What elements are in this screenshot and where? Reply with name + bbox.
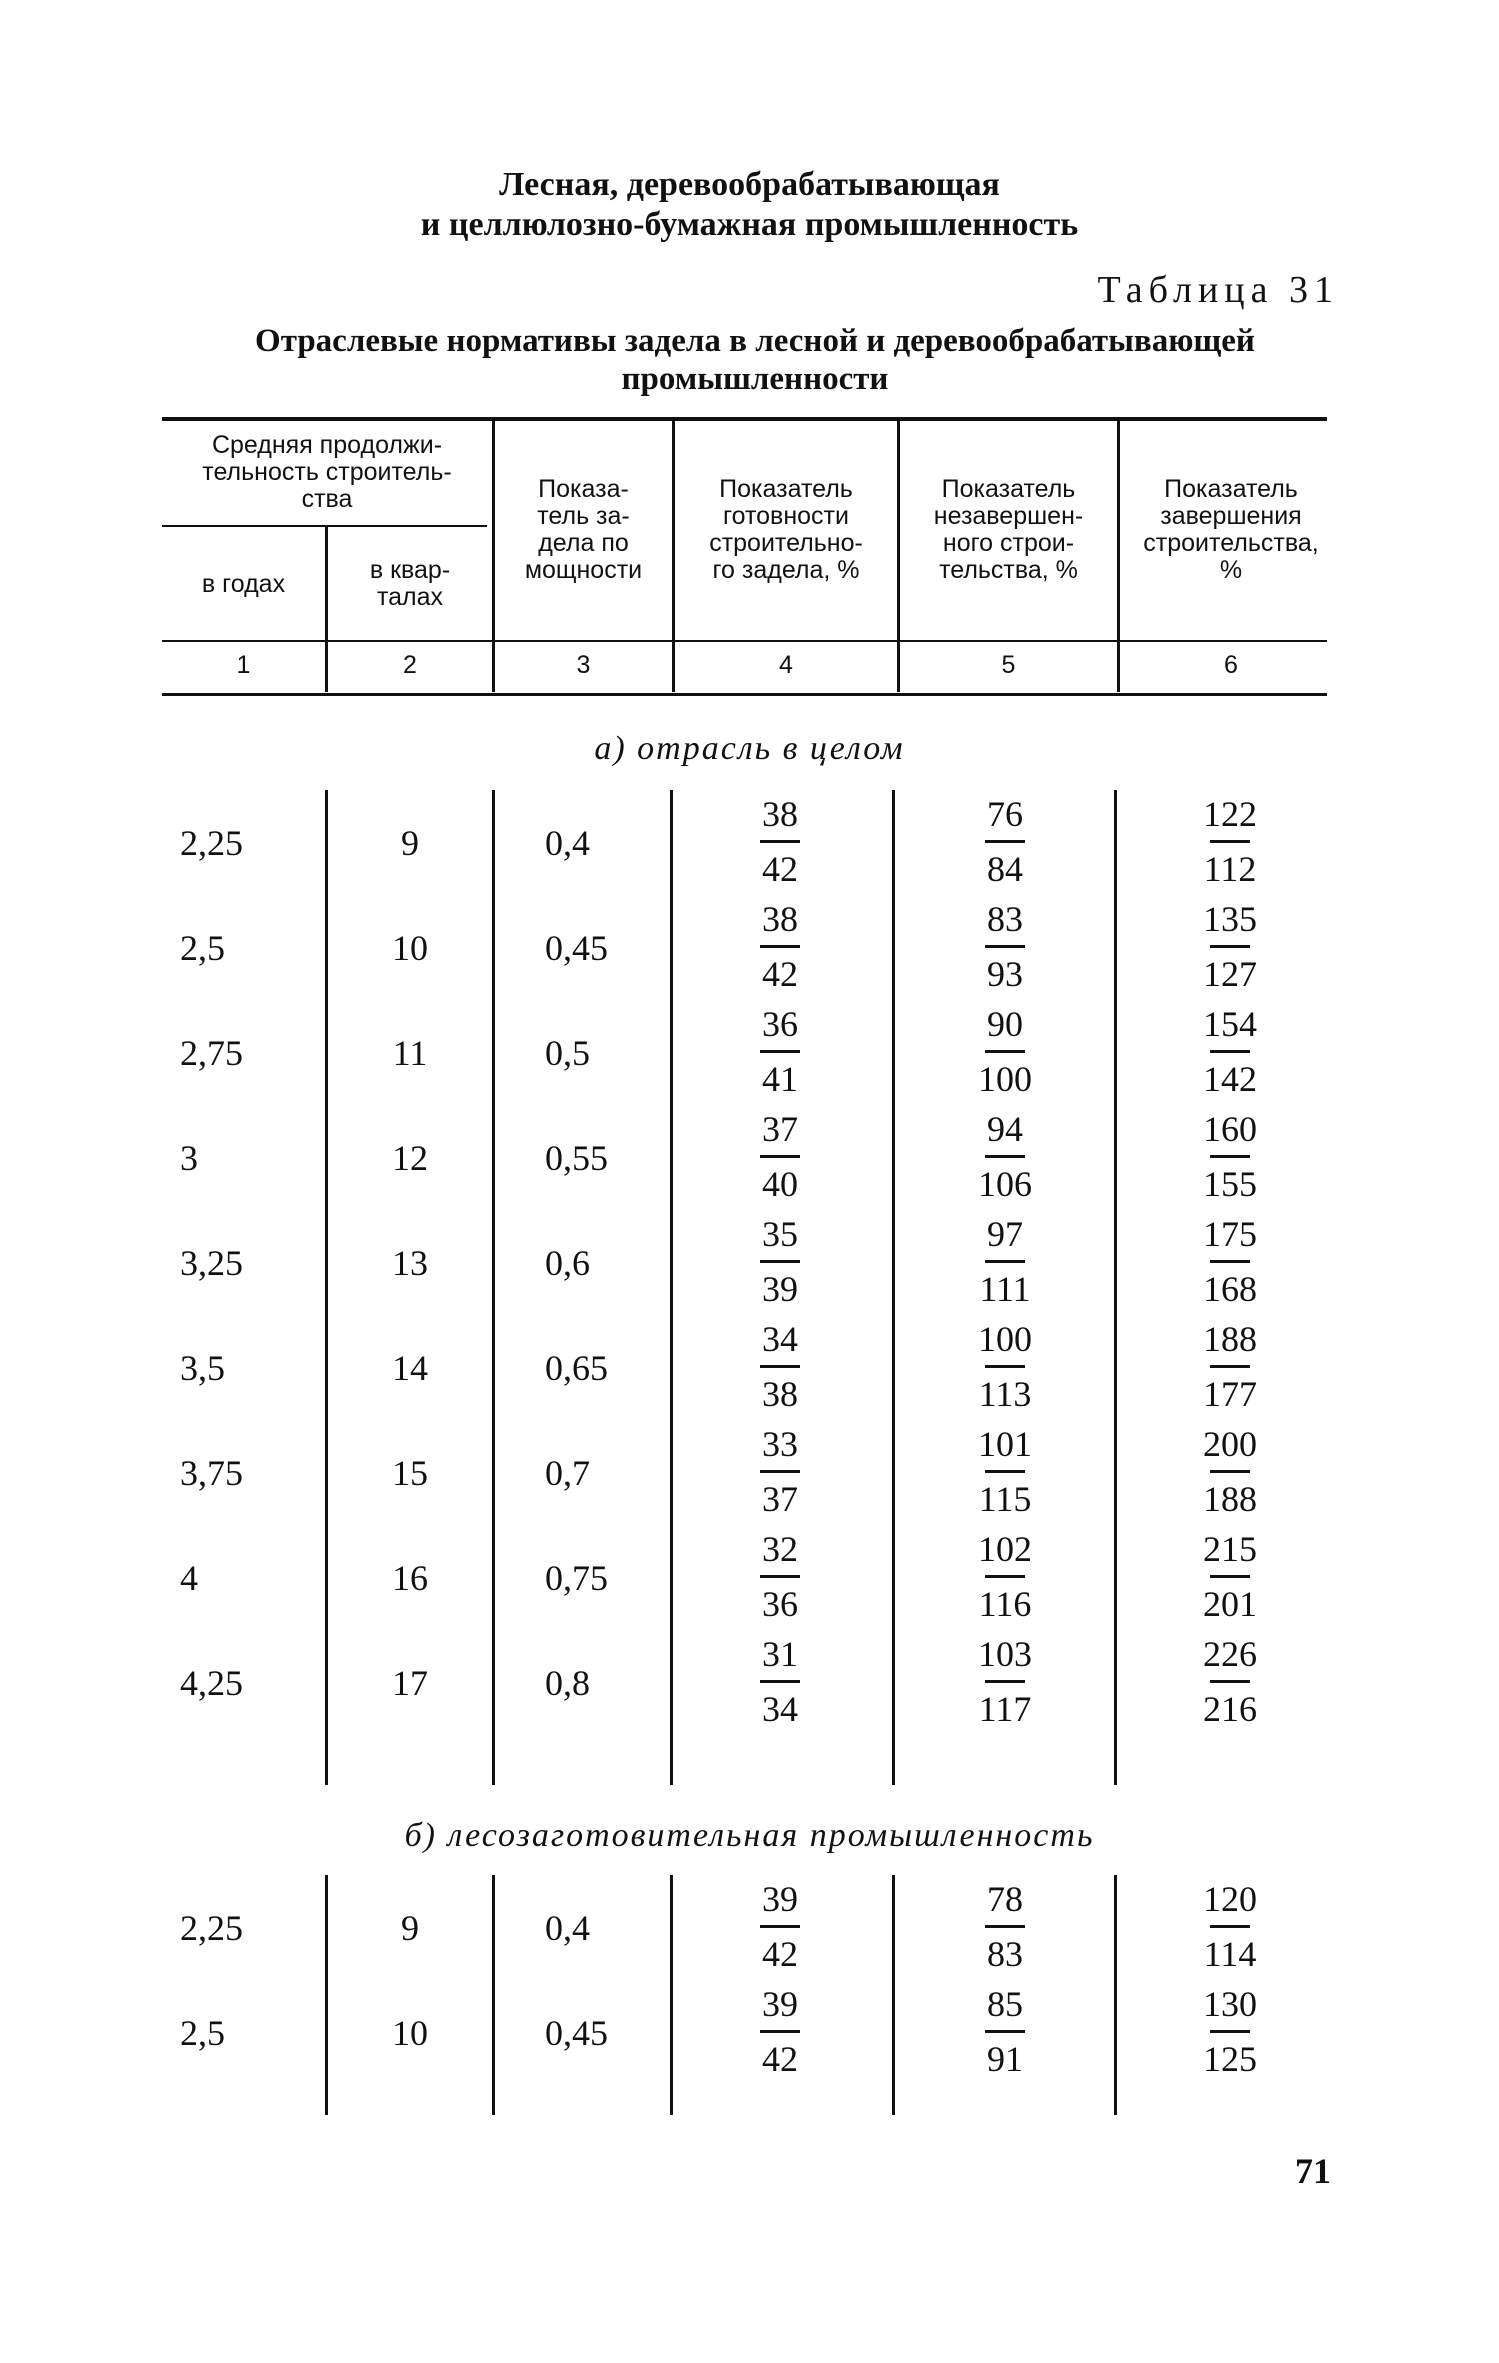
- fraction-denominator: 216: [1203, 1689, 1257, 1729]
- fraction-bar: [985, 1925, 1025, 1928]
- cell-c4-fraction: [710, 1212, 850, 1311]
- cell-years: 2,5: [180, 2013, 225, 2053]
- fraction-numerator: 135: [1203, 899, 1257, 939]
- fraction-denominator: 111: [979, 1269, 1031, 1309]
- fraction-bar: [985, 1365, 1025, 1368]
- header-quarters: в квар- талах: [369, 556, 451, 611]
- fraction-bar: [1210, 1575, 1250, 1578]
- fraction-denominator: 201: [1203, 1584, 1257, 1624]
- cell-quarters: 9: [401, 1908, 419, 1948]
- cell-c6-fraction: [1160, 1317, 1300, 1416]
- fraction-denominator: 114: [1203, 1934, 1257, 1974]
- fraction-numerator: 35: [762, 1214, 798, 1254]
- cell-power: 0,65: [545, 1348, 608, 1388]
- fraction-bar: [760, 1365, 800, 1368]
- cell-power: 0,45: [545, 928, 608, 968]
- running-header: [0, 165, 1499, 245]
- cell-c5-fraction: [935, 1632, 1075, 1731]
- fraction-bar: [760, 1260, 800, 1263]
- cell-quarters: 17: [392, 1663, 428, 1703]
- table-title-line1: Отраслевые нормативы задела в лесной и деревообрабатывающей: [255, 323, 1255, 359]
- fraction-numerator: 97: [987, 1214, 1023, 1254]
- fraction-bar: [1210, 1365, 1250, 1368]
- fraction-denominator: 155: [1203, 1164, 1257, 1204]
- cell-quarters: 12: [392, 1138, 428, 1178]
- fraction-numerator: 33: [762, 1424, 798, 1464]
- cell-c5-fraction: [935, 1317, 1075, 1416]
- fraction-bar: [1210, 1680, 1250, 1683]
- fraction-denominator: 91: [987, 2039, 1023, 2079]
- cell-c5-fraction: [935, 1982, 1075, 2081]
- header-power: Показа- тель за- дела по мощности: [524, 475, 643, 584]
- cell-c6-fraction: [1160, 1107, 1300, 1206]
- fraction-numerator: 122: [1203, 794, 1257, 834]
- fraction-bar: [1210, 1925, 1250, 1928]
- fraction-denominator: 125: [1203, 2039, 1257, 2079]
- cell-power: 0,45: [545, 2013, 608, 2053]
- fraction-denominator: 84: [987, 849, 1023, 889]
- page-number: 71: [1295, 2151, 1331, 2191]
- cell-c6-fraction: [1160, 1212, 1300, 1311]
- col-number-2: 2: [403, 651, 417, 679]
- fraction-bar: [1210, 2030, 1250, 2033]
- cell-c6-fraction: [1160, 1527, 1300, 1626]
- fraction-numerator: 130: [1203, 1984, 1257, 2024]
- fraction-denominator: 36: [762, 1584, 798, 1624]
- fraction-denominator: 39: [762, 1269, 798, 1309]
- fraction-numerator: 37: [762, 1109, 798, 1149]
- fraction-denominator: 115: [978, 1479, 1032, 1519]
- fraction-bar: [985, 840, 1025, 843]
- fraction-numerator: 102: [978, 1529, 1032, 1569]
- cell-c5-fraction: [935, 1212, 1075, 1311]
- body-b-vline-2: [492, 1875, 495, 2115]
- body-a-vline-1: [325, 790, 328, 1785]
- cell-c6-fraction: [1160, 1002, 1300, 1101]
- cell-c4-fraction: [710, 1107, 850, 1206]
- header-readiness: Показатель готовности строительно- го задела, %: [709, 475, 863, 584]
- fraction-numerator: 100: [978, 1319, 1032, 1359]
- cell-c4-fraction: [710, 897, 850, 996]
- table-title: [170, 322, 1340, 398]
- col-number-5: 5: [1001, 651, 1016, 679]
- number-row-bottom-rule: [162, 693, 1327, 696]
- fraction-denominator: 37: [762, 1479, 798, 1519]
- cell-c5-fraction: [935, 1422, 1075, 1521]
- fraction-bar: [1210, 1155, 1250, 1158]
- header-unfinished: Показатель незавершен- ного строи- тельства, %: [933, 475, 1084, 584]
- cell-quarters: 13: [392, 1243, 428, 1283]
- fraction-denominator: 112: [1203, 849, 1257, 889]
- col-number-3: 3: [576, 651, 591, 679]
- running-header-line1: Лесная, деревообрабатывающая: [499, 166, 1000, 203]
- fraction-denominator: 42: [762, 954, 798, 994]
- cell-c6-fraction: [1160, 1877, 1300, 1976]
- cell-years: 2,5: [180, 928, 225, 968]
- section-title-a: а) отрасль в целом: [594, 730, 905, 767]
- table-number: Таблица 31: [1097, 269, 1339, 311]
- fraction-numerator: 76: [987, 794, 1023, 834]
- cell-c5-fraction: [935, 1527, 1075, 1626]
- fraction-bar: [985, 1155, 1025, 1158]
- cell-c4-fraction: [710, 1982, 850, 2081]
- fraction-numerator: 103: [978, 1634, 1032, 1674]
- body-a-vline-3: [670, 790, 673, 1785]
- fraction-bar: [760, 1155, 800, 1158]
- header-bottom-rule: [162, 640, 1327, 642]
- body-b-vline-3: [670, 1875, 673, 2115]
- fraction-bar: [1210, 945, 1250, 948]
- fraction-numerator: 160: [1203, 1109, 1257, 1149]
- cell-c5-fraction: [935, 1002, 1075, 1101]
- cell-c4-fraction: [710, 1422, 850, 1521]
- fraction-bar: [760, 945, 800, 948]
- cell-c6-fraction: [1160, 792, 1300, 891]
- cell-c4-fraction: [710, 1317, 850, 1416]
- body-a-vline-2: [492, 790, 495, 1785]
- fraction-bar: [985, 1575, 1025, 1578]
- fraction-denominator: 142: [1203, 1059, 1257, 1099]
- fraction-denominator: 38: [762, 1374, 798, 1414]
- fraction-numerator: 200: [1203, 1424, 1257, 1464]
- col-number-1: 1: [236, 651, 251, 679]
- section-title-b: б) лесозаготовительная промышленность: [404, 1817, 1095, 1854]
- fraction-numerator: 90: [987, 1004, 1023, 1044]
- cell-quarters: 11: [392, 1033, 428, 1073]
- cell-power: 0,55: [545, 1138, 608, 1178]
- fraction-denominator: 40: [762, 1164, 798, 1204]
- fraction-denominator: 41: [762, 1059, 798, 1099]
- cell-quarters: 9: [401, 823, 419, 863]
- fraction-numerator: 226: [1203, 1634, 1257, 1674]
- table-title-line2: промышленности: [621, 361, 889, 397]
- fraction-denominator: 42: [762, 849, 798, 889]
- fraction-bar: [985, 1260, 1025, 1263]
- fraction-bar: [760, 1680, 800, 1683]
- cell-years: 2,75: [180, 1033, 243, 1073]
- cell-c4-fraction: [710, 1527, 850, 1626]
- cell-quarters: 14: [392, 1348, 428, 1388]
- col-number-4: 4: [779, 651, 793, 679]
- fraction-bar: [760, 840, 800, 843]
- cell-years: 3,75: [180, 1453, 243, 1493]
- fraction-numerator: 31: [762, 1634, 798, 1674]
- fraction-numerator: 94: [987, 1109, 1023, 1149]
- fraction-denominator: 117: [978, 1689, 1032, 1729]
- cell-c5-fraction: [935, 897, 1075, 996]
- fraction-numerator: 32: [762, 1529, 798, 1569]
- fraction-denominator: 113: [978, 1374, 1032, 1414]
- fraction-numerator: 175: [1203, 1214, 1257, 1254]
- fraction-numerator: 85: [987, 1984, 1023, 2024]
- header-completion: Показатель завершения строительства, %: [1143, 475, 1319, 584]
- fraction-numerator: 188: [1203, 1319, 1257, 1359]
- cell-power: 0,8: [545, 1663, 590, 1703]
- cell-power: 0,75: [545, 1558, 608, 1598]
- cell-c4-fraction: [710, 1877, 850, 1976]
- cell-power: 0,6: [545, 1243, 590, 1283]
- fraction-bar: [985, 1680, 1025, 1683]
- cell-c6-fraction: [1160, 1632, 1300, 1731]
- fraction-numerator: 215: [1203, 1529, 1257, 1569]
- fraction-denominator: 34: [762, 1689, 798, 1729]
- running-header-line2: и целлюлозно-бумажная промышленность: [420, 206, 1079, 243]
- col-number-6: 6: [1224, 651, 1238, 679]
- cell-c4-fraction: [710, 1632, 850, 1731]
- cell-c4-fraction: [710, 1002, 850, 1101]
- fraction-numerator: 83: [987, 899, 1023, 939]
- fraction-denominator: 42: [762, 1934, 798, 1974]
- cell-quarters: 10: [392, 2013, 428, 2053]
- fraction-bar: [985, 1050, 1025, 1053]
- cell-years: 4,25: [180, 1663, 243, 1703]
- fraction-denominator: 93: [987, 954, 1023, 994]
- fraction-numerator: 120: [1203, 1879, 1257, 1919]
- cell-years: 2,25: [180, 1908, 243, 1948]
- fraction-numerator: 36: [762, 1004, 798, 1044]
- fraction-denominator: 127: [1203, 954, 1257, 994]
- cell-c6-fraction: [1160, 897, 1300, 996]
- fraction-denominator: 188: [1203, 1479, 1257, 1519]
- fraction-denominator: 42: [762, 2039, 798, 2079]
- header-years: в годах: [201, 570, 286, 598]
- cell-years: 3,25: [180, 1243, 243, 1283]
- fraction-bar: [1210, 1260, 1250, 1263]
- body-a-vline-4: [892, 790, 895, 1785]
- cell-years: 2,25: [180, 823, 243, 863]
- cell-c6-fraction: [1160, 1982, 1300, 2081]
- cell-c5-fraction: [935, 1107, 1075, 1206]
- cell-c5-fraction: [935, 792, 1075, 891]
- table-top-rule: [162, 417, 1327, 421]
- cell-c4-fraction: [710, 792, 850, 891]
- fraction-denominator: 100: [978, 1059, 1032, 1099]
- fraction-bar: [1210, 840, 1250, 843]
- fraction-bar: [985, 2030, 1025, 2033]
- body-b-vline-4: [892, 1875, 895, 2115]
- fraction-denominator: 168: [1203, 1269, 1257, 1309]
- cell-c5-fraction: [935, 1877, 1075, 1976]
- cell-years: 3,5: [180, 1348, 225, 1388]
- body-b-vline-1: [325, 1875, 328, 2115]
- fraction-bar: [760, 1050, 800, 1053]
- fraction-numerator: 39: [762, 1984, 798, 2024]
- fraction-numerator: 38: [762, 794, 798, 834]
- fraction-denominator: 177: [1203, 1374, 1257, 1414]
- fraction-denominator: 106: [978, 1164, 1032, 1204]
- fraction-bar: [760, 1470, 800, 1473]
- fraction-numerator: 101: [978, 1424, 1032, 1464]
- fraction-numerator: 39: [762, 1879, 798, 1919]
- cell-quarters: 10: [392, 928, 428, 968]
- fraction-numerator: 38: [762, 899, 798, 939]
- fraction-bar: [760, 1925, 800, 1928]
- cell-quarters: 16: [392, 1558, 428, 1598]
- body-a-vline-5: [1114, 790, 1117, 1785]
- cell-c6-fraction: [1160, 1422, 1300, 1521]
- body-b-vline-5: [1114, 1875, 1117, 2115]
- cell-quarters: 15: [392, 1453, 428, 1493]
- fraction-numerator: 34: [762, 1319, 798, 1359]
- fraction-bar: [760, 1575, 800, 1578]
- fraction-bar: [985, 945, 1025, 948]
- cell-power: 0,7: [545, 1453, 590, 1493]
- fraction-bar: [1210, 1470, 1250, 1473]
- cell-power: 0,4: [545, 1908, 590, 1948]
- fraction-numerator: 78: [987, 1879, 1023, 1919]
- fraction-denominator: 83: [987, 1934, 1023, 1974]
- fraction-denominator: 116: [978, 1584, 1032, 1624]
- fraction-bar: [760, 2030, 800, 2033]
- cell-years: 4: [180, 1558, 198, 1598]
- fraction-bar: [1210, 1050, 1250, 1053]
- cell-power: 0,5: [545, 1033, 590, 1073]
- cell-power: 0,4: [545, 823, 590, 863]
- header-group-duration: Средняя продолжи- тельность строитель- ства: [202, 431, 452, 513]
- cell-years: 3: [180, 1138, 198, 1178]
- fraction-numerator: 154: [1203, 1004, 1257, 1044]
- fraction-bar: [985, 1470, 1025, 1473]
